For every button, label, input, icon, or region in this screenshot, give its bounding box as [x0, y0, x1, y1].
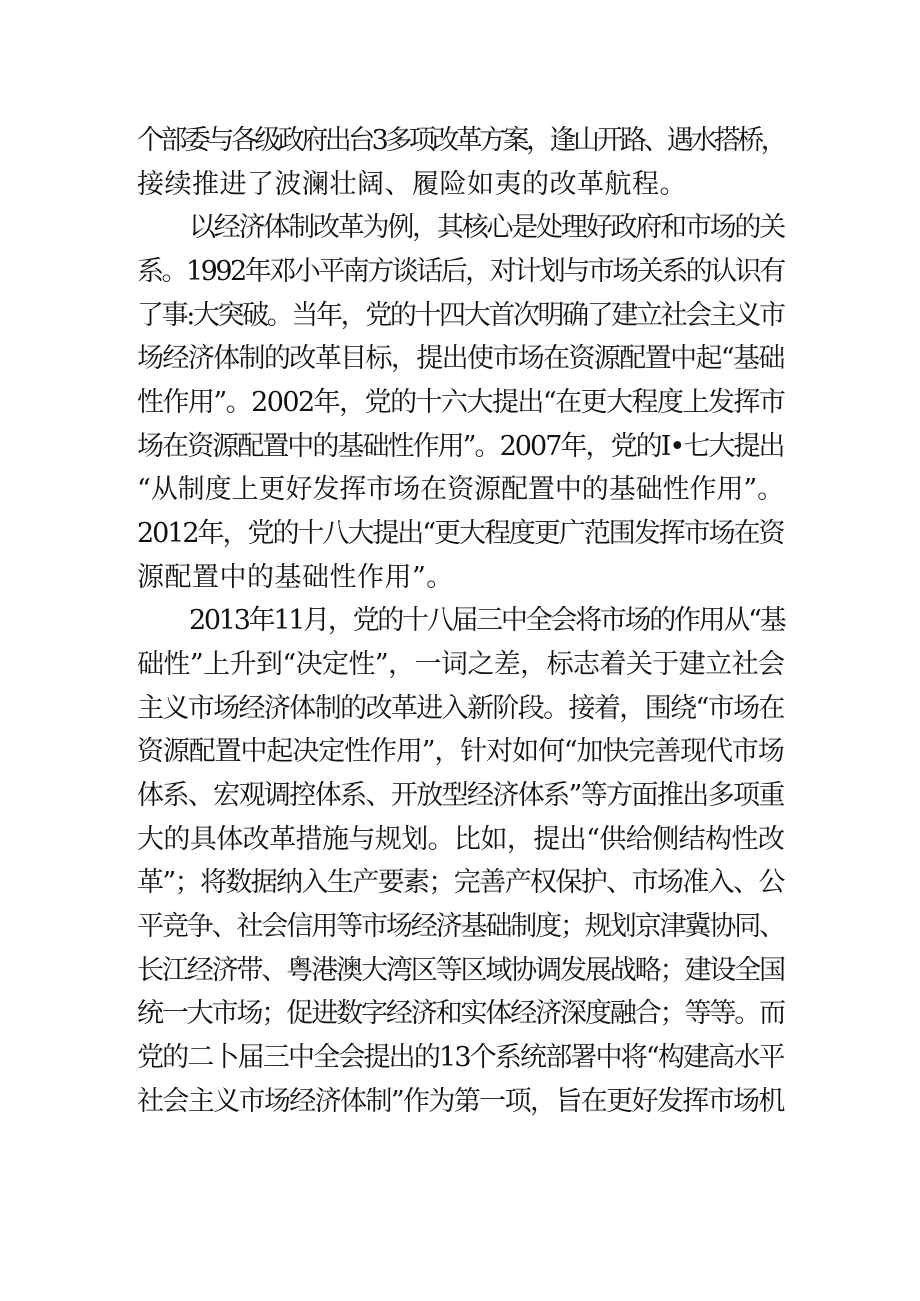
text-line: 社会主义市场经济体制”作为第一项，旨在更好发挥市场机	[137, 1086, 784, 1117]
text-line: 体系、宏观调控体系、开放型经济体系”等方面推出多项重	[137, 780, 784, 811]
text-line: 资源配置中起决定性作用”，针对如何“加快完善现代市场	[137, 736, 784, 767]
text-line: 2012年，党的十八大提出“更大程度更广范围发挥市场在资	[137, 518, 784, 549]
text-line: 个部委与各级政府出台3多项改革方案，逢山开路、遇水搭桥，	[137, 125, 785, 156]
text-line: 长江经济带、粤港澳大湾区等区域协调发展战略；建设全国	[137, 955, 784, 986]
text-line: 大的具体改革措施与规划。比如，提出“供给侧结构性改	[137, 824, 785, 855]
text-line: 党的二卜届三中全会提出的13个系统部署中将“构建高水平	[137, 1042, 784, 1073]
text-line: 平竞争、社会信用等市场经济基础制度；规划京津冀协同、	[137, 911, 784, 942]
text-line: 场经济体制的改革目标，提出使市场在资源配置中起“基础	[137, 343, 784, 374]
text-line: 场在资源配置中的基础性作用”。2007年，党的I•七大提出	[137, 431, 784, 462]
text-line: 以经济体制改革为例，其核心是处理好政府和市场的关	[189, 212, 784, 243]
text-line: 革”；将数据纳入生产要素；完善产权保护、市场准入、公	[137, 867, 784, 898]
text-line: 础性”上升到“决定性”，一词之差，标志着关于建立社会	[137, 649, 785, 680]
text-line: 统一大市场；促进数字经济和实体经济深度融合；等等。而	[137, 998, 784, 1029]
text-line: 接续推进了波澜壮阔、履险如夷的改革航程。	[137, 169, 687, 200]
text-line: 性作用”。2002年，党的十六大提出“在更大程度上发挥市	[137, 387, 785, 418]
text-line: 2013年11月，党的十八届三中全会将市场的作用从“基	[189, 605, 785, 636]
text-line: 主义市场经济体制的改革进入新阶段。接着，围绕“市场在	[137, 693, 784, 724]
text-line: 源配置中的基础性作用”。	[137, 562, 454, 593]
text-line: 了事:大突破。当年，党的十四大首次明确了建立社会主义市	[137, 300, 784, 331]
text-line: 系。1992年邓小平南方谈话后，对计划与市场关系的认识有	[137, 256, 784, 287]
text-line: “从制度上更好发挥市场在资源配置中的基础性作用”。	[137, 474, 785, 505]
